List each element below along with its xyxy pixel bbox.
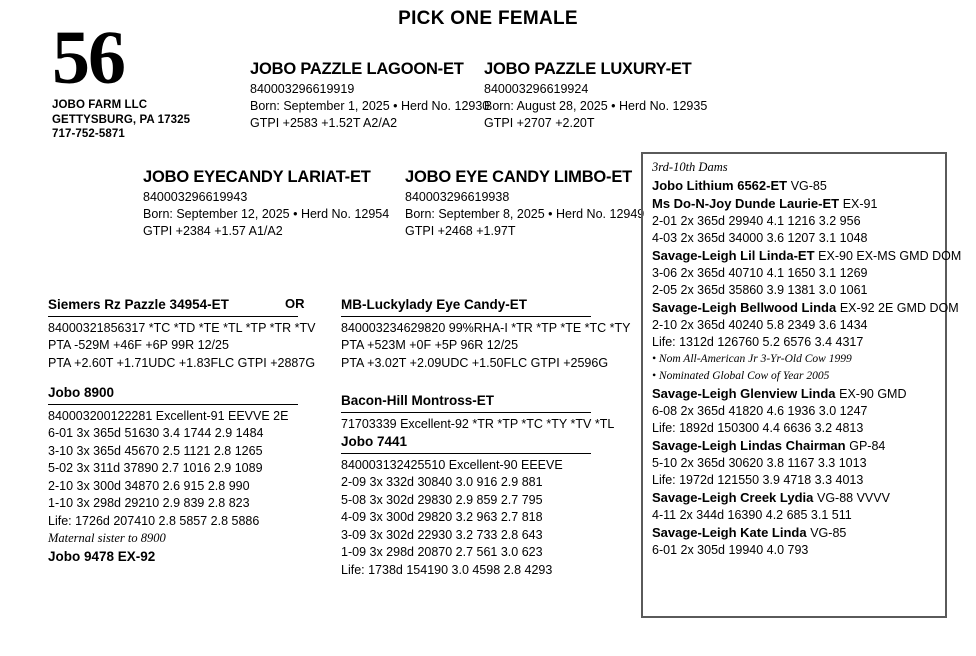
sire-pta-line2: PTA +3.02T +2.09UDC +1.50FLC GTPI +2596G [341, 355, 609, 370]
consignor-name: JOBO FARM LLC [52, 99, 148, 111]
animal-registration: 840003296619919 [250, 82, 355, 96]
animal-born: Born: September 8, 2025 • Herd No. 12949 [405, 207, 645, 221]
animal-registration: 840003296619943 [143, 190, 248, 204]
animal-name: JOBO EYECANDY LARIAT-ET [143, 168, 371, 186]
dam-entry-classification: EX-90 EX-MS GMD DOM [818, 249, 962, 263]
animal-entry [484, 60, 707, 130]
animal-gtpi: GTPI +2583 +1.52T A2/A2 [250, 116, 398, 130]
dam-record: 1-10 3x 298d 29210 2.9 839 2.8 823 [48, 496, 250, 510]
dam-entry-note: • Nom All-American Jr 3-Yr-Old Cow 1999 [652, 353, 852, 365]
dam-entry-record: 2-01 2x 365d 29940 4.1 1216 3.2 956 [652, 214, 861, 228]
sire-name: MB-Luckylady Eye Candy-ET [341, 297, 528, 312]
dam-entry-classification: EX-92 2E GMD DOM [839, 301, 959, 315]
dams-box-header: 3rd-10th Dams [652, 160, 728, 174]
dam-entry-record: Life: 1892d 150300 4.4 6636 3.2 4813 [652, 421, 864, 435]
page-title: PICK ONE FEMALE [398, 8, 578, 29]
dam-entry-classification: EX-91 [842, 197, 878, 211]
consignor-phone: 717-752-5871 [52, 128, 125, 140]
dam-record: 5-08 3x 302d 29830 2.9 859 2.7 795 [341, 492, 543, 507]
dam-entry [652, 195, 937, 247]
dam-entry-record: Life: 1312d 126760 5.2 6576 3.4 4317 [652, 335, 864, 349]
dam-entry-name: Savage-Leigh Bellwood Linda EX-92 2E GMD DOM [652, 300, 959, 315]
animal-entry [405, 168, 644, 238]
animal-registration: 840003296619938 [405, 190, 510, 204]
dam-entry-classification: VG-88 VVVV [816, 491, 890, 505]
sire-registration: 840003234629820 99%RHA-I *TR *TP *TE *TC *TY [341, 320, 631, 335]
dam-entry [652, 177, 937, 195]
dam-registration: 71703339 Excellent-92 *TR *TP *TC *TY *TV *TL [341, 416, 615, 431]
sire-pta-line2: PTA +2.60T +1.71UDC +1.83FLC GTPI +2887G [48, 355, 316, 370]
animal-gtpi: GTPI +2707 +2.20T [484, 116, 595, 130]
animal-name: JOBO PAZZLE LUXURY-ET [484, 60, 692, 78]
animal-born: Born: August 28, 2025 • Herd No. 12935 [484, 99, 708, 113]
dam-registration: 840003200122281 Excellent-91 EEVVE 2E [48, 408, 289, 423]
animal-gtpi: GTPI +2468 +1.97T [405, 224, 516, 238]
animal-registration: 840003296619924 [484, 82, 589, 96]
divider [341, 316, 591, 317]
dam-entry-record: 2-10 2x 365d 40240 5.8 2349 3.6 1434 [652, 318, 868, 332]
dam-entry-record: 5-10 2x 365d 30620 3.8 1167 3.3 1013 [652, 456, 867, 470]
dam-entry [652, 489, 937, 524]
dam-record: 2-09 3x 332d 30840 3.0 916 2.9 881 [341, 475, 543, 489]
dam-entry-record: Life: 1972d 121550 3.9 4718 3.3 4013 [652, 473, 864, 487]
sire-pta-line1: PTA +523M +0F +5P 96R 12/25 [341, 338, 519, 352]
dam-entry [652, 437, 937, 489]
sire-registration: 84000321856317 *TC *TD *TE *TL *TP *TR *TV [48, 320, 316, 335]
animal-entry [143, 168, 389, 238]
dam-entry-name: Ms Do-N-Joy Dunde Laurie-ET EX-91 [652, 196, 878, 211]
dam-record: 2-10 3x 300d 34870 2.6 915 2.8 990 [48, 478, 250, 493]
dam-entry-record: 6-01 2x 305d 19940 4.0 793 [652, 543, 809, 557]
dam-entry-name: Jobo Lithium 6562-ET VG-85 [652, 178, 827, 193]
animal-entry [250, 60, 489, 130]
animal-gtpi: GTPI +2384 +1.57 A1/A2 [143, 224, 283, 238]
dam-entry [652, 524, 937, 559]
sire-name: Siemers Rz Pazzle 34954-ET [48, 297, 229, 312]
divider [341, 453, 591, 454]
dam-entry [652, 247, 962, 299]
dam-entry [652, 299, 959, 385]
lot-number: 56 [52, 16, 124, 100]
animal-born: Born: September 12, 2025 • Herd No. 12954 [143, 207, 390, 221]
dam-record: 4-09 3x 300d 29820 3.2 963 2.7 818 [341, 510, 543, 524]
divider [48, 404, 298, 405]
dam-entry-note: • Nominated Global Cow of Year 2005 [652, 370, 830, 382]
dam-entry-classification: VG-85 [810, 526, 847, 540]
dam-record: 3-09 3x 302d 22930 3.2 733 2.8 643 [341, 527, 543, 542]
dam-entry-name: Savage-Leigh Lil Linda-ET EX-90 EX-MS GMD DOM [652, 248, 962, 263]
dam-entry-classification: EX-90 GMD [839, 387, 907, 401]
dam-record: Life: 1726d 207410 2.8 5857 2.8 5886 [48, 513, 260, 528]
sire-pta-line1: PTA -529M +46F +6P 99R 12/25 [48, 338, 229, 352]
dam-entry-record: 4-03 2x 365d 34000 3.6 1207 3.1 1048 [652, 231, 868, 245]
divider [48, 316, 298, 317]
dam-record: 1-09 3x 298d 20870 2.7 561 3.0 623 [341, 545, 543, 559]
dam-entry-record: 4-11 2x 344d 16390 4.2 685 3.1 511 [652, 508, 852, 522]
dam-entry-classification: VG-85 [790, 179, 827, 193]
dam-name: Jobo 8900 [48, 385, 115, 400]
dam-record: 6-01 3x 365d 51630 3.4 1744 2.9 1484 [48, 426, 264, 440]
divider [341, 412, 591, 413]
lot-block [52, 16, 232, 142]
dam-entry-record: 3-06 2x 365d 40710 4.1 1650 3.1 1269 [652, 266, 868, 280]
dam-record: 3-10 3x 365d 45670 2.5 1121 2.8 1265 [48, 443, 263, 458]
dam-record: 5-02 3x 311d 37890 2.7 1016 2.9 1089 [48, 461, 263, 475]
dam-name: Bacon-Hill Montross-ET [341, 393, 495, 408]
dam-entry-name: Savage-Leigh Lindas Chairman GP-84 [652, 438, 886, 453]
animal-born: Born: September 1, 2025 • Herd No. 12930 [250, 99, 490, 113]
dam-note: Maternal sister to 8900 [48, 531, 166, 545]
dam-second-name: Jobo 7441 [341, 434, 408, 449]
dam-entry-record: 6-08 2x 365d 41820 4.6 1936 3.0 1247 [652, 404, 868, 418]
or-label: OR [285, 296, 305, 311]
animal-name: JOBO PAZZLE LAGOON-ET [250, 60, 464, 78]
dam-second-registration: 840003132425510 Excellent-90 EEEVE [341, 457, 563, 472]
dam-entry [652, 385, 937, 437]
dam-entry-record: 2-05 2x 365d 35860 3.9 1381 3.0 1061 [652, 283, 868, 297]
animal-name: JOBO EYE CANDY LIMBO-ET [405, 168, 633, 186]
pedigree-left-column [48, 296, 348, 565]
dams-box [641, 152, 962, 618]
maternal-sister-name: Jobo 9478 EX-92 [48, 548, 156, 564]
consignor [52, 98, 232, 142]
dam-record: Life: 1738d 154190 3.0 4598 2.8 4293 [341, 562, 553, 577]
dam-entry-name: Savage-Leigh Creek Lydia VG-88 VVVV [652, 490, 890, 505]
consignor-location: GETTYSBURG, PA 17325 [52, 113, 191, 126]
pedigree-middle-column [341, 296, 631, 579]
dam-entry-name: Savage-Leigh Glenview Linda EX-90 GMD [652, 386, 907, 401]
dam-entry-classification: GP-84 [849, 439, 886, 453]
dam-entry-name: Savage-Leigh Kate Linda VG-85 [652, 525, 847, 540]
